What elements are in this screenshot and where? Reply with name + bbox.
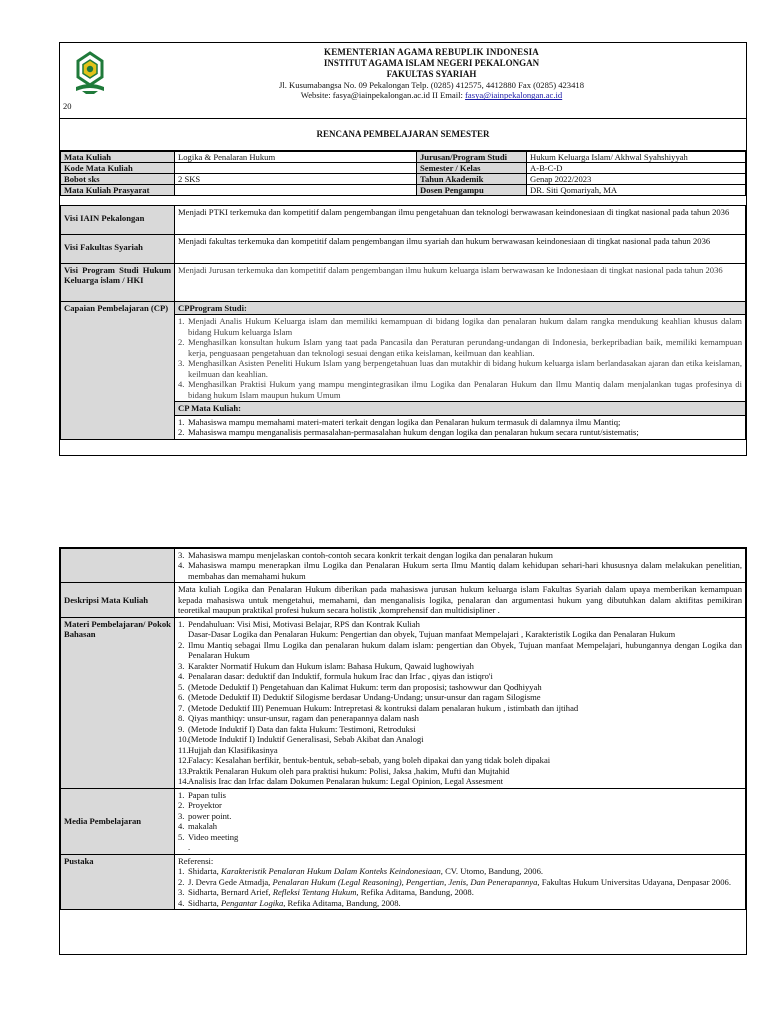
prasyarat-value (175, 185, 417, 196)
tahun-value: Genap 2022/2023 (527, 174, 746, 185)
cp-mk-list-continued (175, 549, 746, 583)
mata-kuliah-label: Mata Kuliah (61, 152, 175, 163)
media-trailing: . (188, 842, 191, 853)
materi-label: Materi Pembelajaran/ Pokok Bahasan (61, 617, 175, 788)
media-row (61, 788, 746, 854)
materi-item: 1. Pendahuluan: Visi Misi, Motivasi Belajar, RPS dan Kontrak Kuliah Dasar-Dasar Logika dan Penalaran Hukum: Pengertian dan obyek, Tujuan manfaat Mempelajari , Karakteristik Logika dan Penalaran Hukum (178, 618, 676, 640)
materi-item: 3. Karakter Normatif Hukum dan Hukum islam: Bahasa Hukum, Qawaid lughowiyah (178, 660, 474, 671)
media-item: 2. Proyektor (178, 800, 222, 811)
materi-item: 9. (Metode Induktif I) Data dan fakta Hukum: Testimoni, Retroduksi (178, 723, 416, 734)
materi-item: 12. Falacy: Kesalahan berfikir, bentuk-bentuk, sebab-sebab, yang boleh dipakai dan yang tidak boleh dipakai (178, 755, 551, 766)
document-title: RENCANA PEMBELAJARAN SEMESTER (60, 119, 746, 151)
address-line: Jl. Kusumabangsa No. 09 Pekalongan Telp. (0285) 412575, 4412880 Fax (0285) 423418 (278, 79, 584, 90)
info-row (61, 152, 746, 163)
jurusan-label: Jurusan/Program Studi (417, 152, 527, 163)
pustaka-item: 3. Sidharta, Bernard Arief, Refleksi Tentang Hukum, Refika Aditama, Bandung, 2008. (178, 887, 474, 898)
cp-mk-head: CP Mata Kuliah: (175, 402, 746, 415)
cp-continued-label (61, 549, 175, 583)
pustaka-label: Pustaka (61, 854, 175, 909)
rps-page-2 (59, 547, 747, 955)
info-row (61, 174, 746, 185)
semester-label: Semester / Kelas (417, 163, 527, 174)
logo-number: 20 (63, 101, 72, 111)
cp-prodi-item: 2. Menghasilkan konsultan hukum Islam yang taat pada Pancasila dan Peraturan perundang-undangan di Indonesia, berkepribadian baik, memiliki kemampuan kerja, penguasaan pengetahuan dan teknologi sesuai dengan etika keislaman, keilmuan dan keahlian. (178, 337, 742, 358)
course-detail-table (60, 548, 746, 910)
cp-continued-row (61, 549, 746, 583)
materi-item: 8. Qiyas manthiqy: unsur-unsur, ragam dan penerapannya dalam nash (178, 713, 419, 724)
media-label: Media Pembelajaran (61, 788, 175, 854)
visi-row (61, 206, 746, 235)
ministry-name: KEMENTERIAN AGAMA REBUPLIK INDONESIA (324, 47, 539, 57)
pustaka-item: 2. J. Devra Gede Atmadja, Penalaran Hukum (Legal Reasoning), Pengertian, Jenis, Dan Penerapannya, Fakultas Hukum Universitas Udayana, Denpasar 2006. (178, 876, 731, 887)
vision-cp-table (60, 205, 746, 440)
media-item: 1. Papan tulis (178, 789, 226, 800)
pustaka-item: 1. Shidarta, Karakteristik Penalaran Hukum Dalam Konteks Keindonesiaan, CV. Utomo, Bandung, 2006. (178, 866, 544, 877)
visi-iain-label: Visi IAIN Pekalongan (61, 206, 175, 235)
pustaka-item: 4. Sidharta, Pengantar Logika, Refika Aditama, Bandung, 2008. (178, 897, 401, 908)
pustaka-head: Referensi: (178, 855, 214, 866)
website-text: Website: fasya@iainpekalongan.ac.id II Email: (300, 90, 466, 101)
bobot-label: Bobot sks (61, 174, 175, 185)
visi-fakultas-text: Menjadi fakultas terkemuka dan kompetitif dalam pengembangan ilmu syariah dan hukum berwawasan keindonesiaan di tingkat nasional pada tahun 2036 (175, 235, 746, 264)
visi-iain-text: Menjadi PTKI terkemuka dan kompetitif dalam pengembangan ilmu pengetahuan dan teknologi berwawasan keindonesiaan di tingkat nasional pada tahun 2036 (175, 206, 746, 235)
visi-prodi-text: Menjadi Jurusan terkemuka dan kompetitif dalam pengembangan ilmu hukum keluarga islam berwawasan ke Indonesiaan di tingkat nasional pada tahun 2036 (175, 264, 746, 302)
cp-prodi-item: 1. Menjadi Analis Hukum Keluarga islam dan memiliki kemampuan di bidang logika dan penalaran hukum dalam rangka mendukung keahlian khusus dalam bidang Hukum keluarga Islam (178, 316, 742, 337)
cp-mk-item: 4. Mahasiswa mampu menerapkan ilmu Logika dan Penalaran Hukum serta Ilmu Mantiq dalam kehidupan sehari-hari khususnya dalam melakukan penelitian, membahas dan memahami hukum (178, 560, 742, 581)
iain-logo-icon (72, 51, 108, 95)
materi-item: 13. Praktik Penalaran Hukum oleh para praktisi hukum: Polisi, Jaksa ,hakim, Mufti dan Mujtahid (178, 765, 510, 776)
cp-row (61, 302, 746, 315)
prasyarat-label: Mata Kuliah Prasyarat (61, 185, 175, 196)
semester-value: A-B-C-D (527, 163, 746, 174)
cp-mk-item: 3. Mahasiswa mampu menjelaskan contoh-contoh secara konkrit terkait dengan logika dan penalaran hukum (178, 550, 553, 560)
info-row (61, 163, 746, 174)
dosen-value: DR. Siti Qomariyah, MA (527, 185, 746, 196)
deskripsi-row (61, 583, 746, 617)
deskripsi-text: Mata kuliah Logika dan Penalaran Hukum diberikan pada mahasiswa jurusan hukum keluarga islam Fakultas Syariah dalam upaya memberikan kemampuan kepada mahasiswa untuk mengetahui, memahami, dan menganalisis logika, penalaran dan argumentasi hukum yang dibutuhkan dalam aktifitas pemikiran teoretikal maupun praktikal profesi hukum secara holistik ,komprehensif dan multidisipliner . (175, 583, 746, 617)
jurusan-value: Hukum Keluarga Islam/ Akhwal Syahshiyyah (527, 152, 746, 163)
pustaka-list (175, 854, 746, 909)
logo-cell (60, 43, 117, 119)
materi-item: 2. Ilmu Mantiq sebagai Ilmu Logika dan penalaran hukum dalam islam: pengertian dan Obyek, Tujuan manfaat Mempelajari, hubungannya dengan Logika dan Penalaran Hukum (178, 639, 742, 661)
visi-row (61, 235, 746, 264)
course-info-table (60, 151, 746, 196)
rps-page-1 (59, 42, 747, 456)
media-item: 5. Video meeting (178, 831, 239, 842)
visi-fakultas-label: Visi Fakultas Syariah (61, 235, 175, 264)
materi-list (175, 617, 746, 788)
deskripsi-label: Deskripsi Mata Kuliah (61, 583, 175, 617)
email-link[interactable]: fasya@iainpekalongan.ac.id (465, 90, 563, 101)
cp-prodi-list (175, 315, 746, 402)
materi-item: 5. (Metode Deduktif I) Pengetahuan dan Kalimat Hukum: term dan proposisi; tashowwur dan Qodhiyyah (178, 681, 542, 692)
bobot-value: 2 SKS (175, 174, 417, 185)
cp-mk-item: 1. Mahasiswa mampu memahami materi-materi terkait dengan logika dan Penalaran hukum termasuk di dalamnya ilmu Mantiq; (178, 416, 621, 427)
cp-prodi-item: 3. Menghasilkan Asisten Peneliti Hukum Islam yang berpengetahuan luas dan mutakhir di bidang hukum keluarga islam berlandasakan ajaran dan etika keislaman, keilmuan dan keahlian. (178, 358, 742, 379)
letterhead-text (117, 47, 746, 101)
materi-item: 10. (Metode Induktif I) Induktif Generalisasi, Sebab Akibat dan Analogi (178, 734, 424, 745)
institute-name: INSTITUT AGAMA ISLAM NEGERI PEKALONGAN (323, 57, 540, 68)
materi-item: 6. (Metode Deduktif II) Deduktif Silogisme berdasar Undang-Undang; unsur-unsur dan ragam Silogisme (178, 692, 541, 703)
media-list (175, 788, 746, 854)
dosen-label: Dosen Pengampu (417, 185, 527, 196)
media-item: 3. power point. (178, 810, 232, 821)
cp-mk-list (175, 415, 746, 439)
materi-item: 7. (Metode Deduktif III) Penemuan Hukum: Intrepretasi & kontruksi dalam penalaran hukum , istimbath dan ijtihad (178, 702, 579, 713)
faculty-name: FAKULTAS SYARIAH (386, 68, 477, 79)
tahun-label: Tahun Akademik (417, 174, 527, 185)
cp-prodi-head: CPProgram Studi: (175, 302, 746, 315)
kode-label: Kode Mata Kuliah (61, 163, 175, 174)
media-item: 4. makalah (178, 821, 218, 832)
cp-prodi-item: 4. Menghasilkan Praktisi Hukum yang mampu mengintegrasikan ilmu Logika dan Penalaran Hukum dan Ilmu Mantiq dalam menjalankan tugas profesinya di bidang hukum Islam maupun hukum Umum (178, 379, 742, 400)
kode-value (175, 163, 417, 174)
cp-mk-item: 2. Mahasiswa mampu menganalisis permasalahan-permasalahan hukum dengan logika dan penalaran hukum secara runtut/sistematis; (178, 427, 639, 438)
materi-item: 14. Analisis Irac dan Irfac dalam Dokumen Penalaran hukum: Legal Opinion, Legal Assesment (178, 776, 504, 787)
website-line (117, 90, 746, 100)
mata-kuliah-value: Logika & Penalaran Hukum (175, 152, 417, 163)
info-row (61, 185, 746, 196)
pustaka-row (61, 854, 746, 909)
cp-label: Capaian Pembelajaran (CP) (61, 302, 175, 440)
materi-item: 11. Hujjah dan Klasifikasinya (178, 744, 278, 755)
materi-row (61, 617, 746, 788)
spacer (60, 196, 746, 205)
visi-prodi-label: Visi Program Studi Hukum Keluarga islam / HKI (61, 264, 175, 302)
materi-item: 4. Penalaran dasar: deduktif dan Induktif, formula hukum Irac dan Irfac , qiyas dan istiqro'i (178, 671, 493, 682)
letterhead (60, 43, 746, 119)
visi-row (61, 264, 746, 302)
